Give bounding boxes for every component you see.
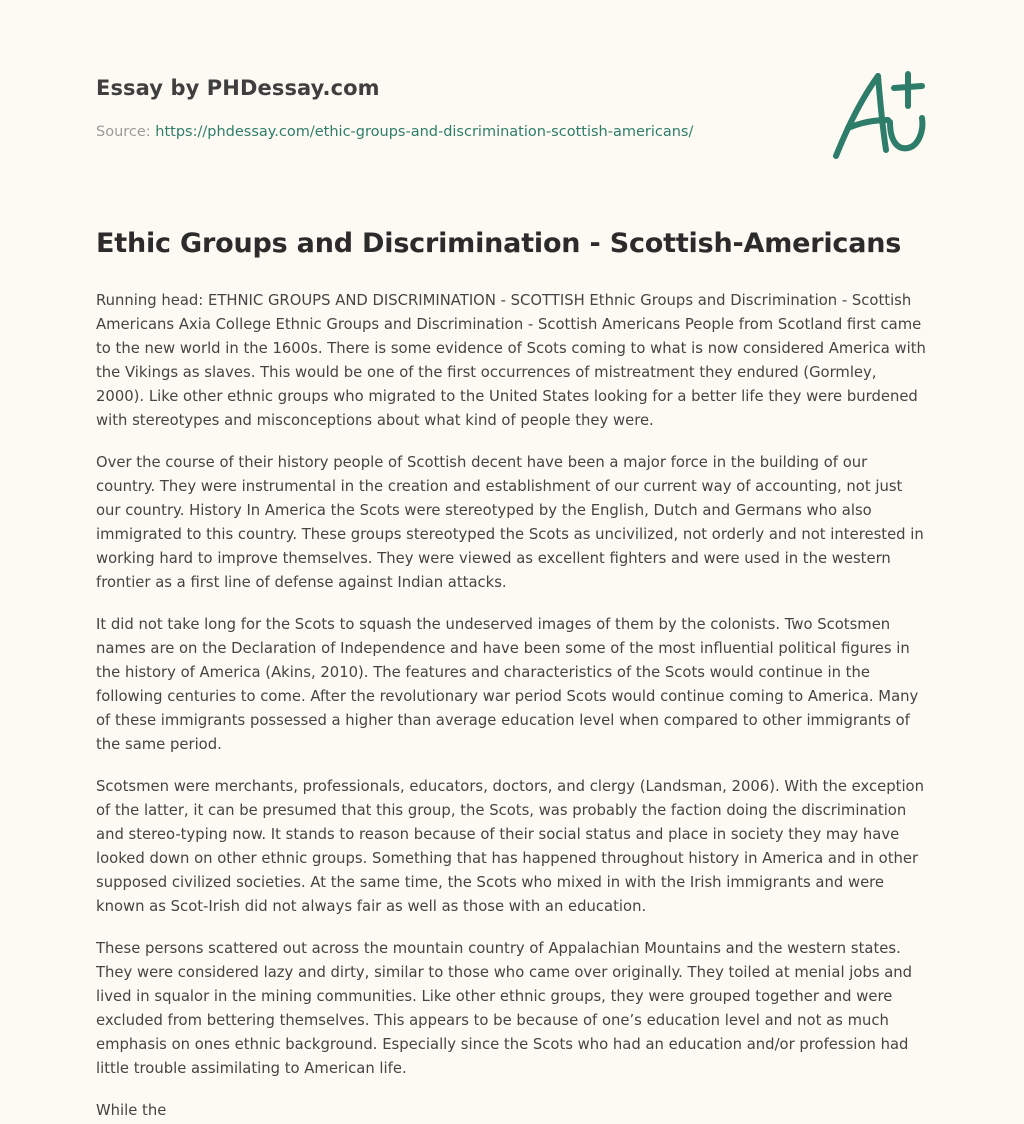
source-line [96, 124, 693, 140]
site-brand: Essay by PHDessay.com [96, 76, 380, 100]
paragraph: Over the course of their history people of Scottish decent have been a major force in the building of our country. They were instrumental in the creation and establishment of our current way of accounting, not just our country. History In America the Scots were stereotyped by the English, Dutch and Germans who also immigrated to this country. These groups stereotyped the Scots as uncivilized, not orderly and not interested in working hard to improve themselves. They were viewed as excellent fighters and were used in the western frontier as a first line of defense against Indian attacks. [96, 454, 924, 591]
a-plus-logo-icon [828, 66, 932, 166]
paragraph: Scotsmen were merchants, professionals, educators, doctors, and clergy (Landsman, 2006). With the exception of the latter, it can be presumed that this group, the Scots, was probably the faction doing the discrimination and stereo-typing now. It stands to reason because of their social status and place in society they may have looked down on other ethnic groups. Something that has happened throughout history in America and in other supposed civilized societies. At the same time, the Scots who mixed in with the Irish immigrants and were known as Scot-Irish did not always fair as well as those with an education. [96, 778, 924, 915]
article-title: Ethic Groups and Discrimination - Scottish-Americans [96, 228, 902, 259]
source-link[interactable]: https://phdessay.com/ethic-groups-and-discrimination-scottish-americans/ [155, 124, 694, 140]
article-body [96, 289, 928, 1123]
paragraph: These persons scattered out across the mountain country of Appalachian Mountains and the western states. They were considered lazy and dirty, similar to those who came over originally. They toiled at menial jobs and lived in squalor in the mining communities. Like other ethnic groups, they were grouped together and were excluded from bettering themselves. This appears to be because of one’s education level and not as much emphasis on ones ethnic background. Especially since the Scots who had an education and/or profession had little trouble assimilating to American life. [96, 940, 913, 1077]
paragraph: Running head: ETHNIC GROUPS AND DISCRIMINATION - SCOTTISH Ethnic Groups and Discrimination - Scottish Americans Axia College Ethnic Groups and Discrimination - Scottish Americans People from Scotland first came to the new world in the 1600s. There is some evidence of Scots coming to what is now considered America with the Vikings as slaves. This would be one of the first occurrences of mistreatment they endured (Gormley, 2000). Like other ethnic groups who migrated to the United States looking for a better life they were burdened with stereotypes and misconceptions about what kind of people they were. [96, 292, 926, 429]
paragraph: While the [96, 1102, 167, 1119]
source-label: Source: [96, 124, 151, 140]
paragraph: It did not take long for the Scots to squash the undeserved images of them by the colonists. Two Scotsmen names are on the Declaration of Independence and have been some of the most influential political figures in the history of America (Akins, 2010). The features and characteristics of the Scots would continue in the following centuries to come. After the revolutionary war period Scots would continue coming to America. Many of these immigrants possessed a higher than average education level when compared to other immigrants of the same period. [96, 616, 919, 753]
page-header [96, 0, 928, 200]
